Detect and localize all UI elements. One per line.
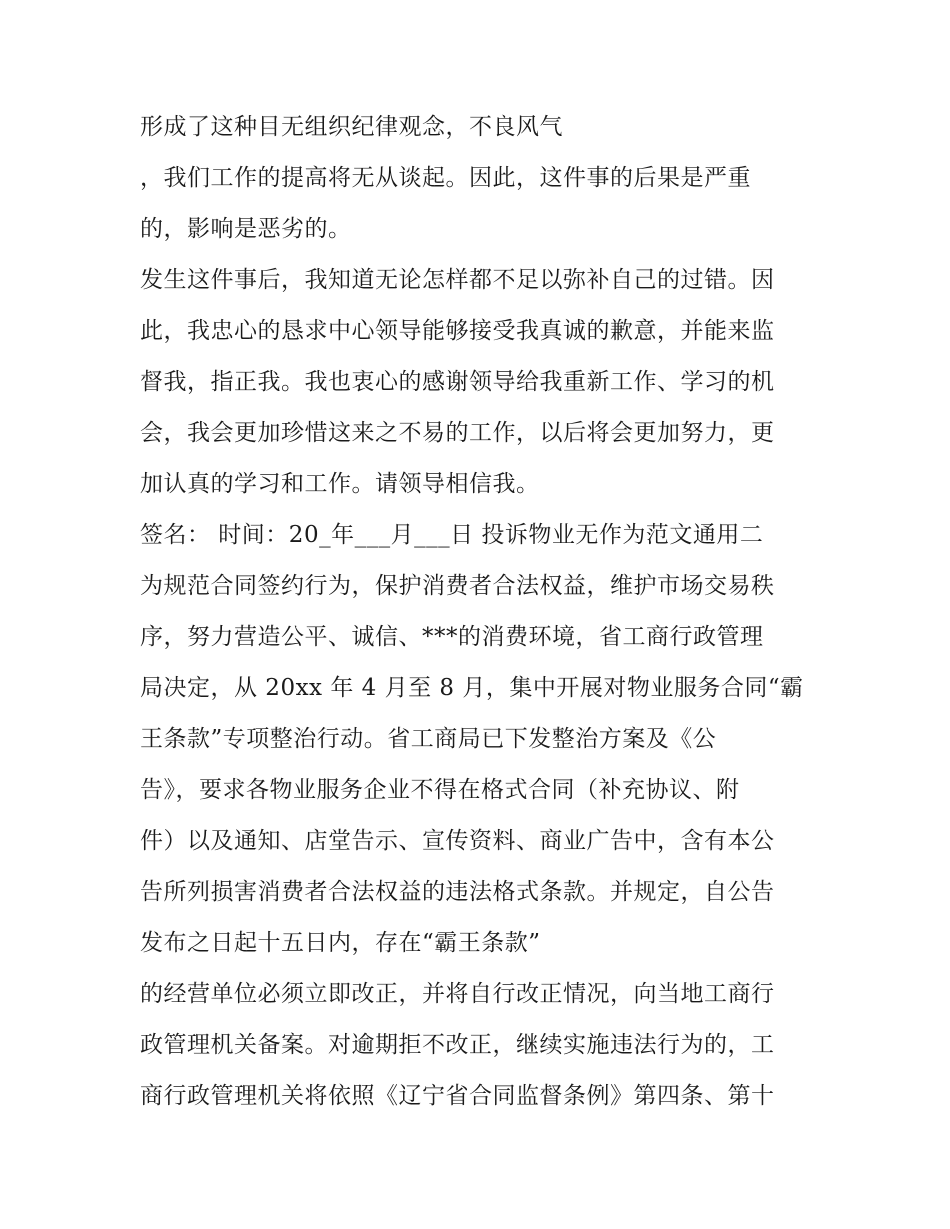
text-line: 签名： 时间：20_年___月___日 投诉物业无作为范文通用二 (140, 522, 764, 548)
text-line: 告所列损害消费者合法权益的违法格式条款。并规定，自公告 (140, 879, 775, 905)
text-line: 的，影响是恶劣的。 (140, 216, 352, 242)
text-line: 局决定，从 20xx 年 4 月至 8 月，集中开展对物业服务合同“霸 (140, 675, 804, 701)
text-line: 为规范合同签约行为，保护消费者合法权益，维护市场交易秩 (140, 573, 775, 599)
text-line: 的经营单位必须立即改正，并将自行改正情况，向当地工商行 (140, 981, 775, 1007)
text-line: 政管理机关备案。对逾期拒不改正，继续实施违法行为的，工 (140, 1032, 775, 1058)
text-line: 加认真的学习和工作。请领导相信我。 (140, 471, 540, 497)
text-line: 商行政管理机关将依照《辽宁省合同监督条例》第四条、第十 (140, 1083, 775, 1109)
text-line: 王条款”专项整治行动。省工商局已下发整治方案及《公 (140, 726, 717, 752)
text-line: 序，努力营造公平、诚信、***的消费环境，省工商行政管理 (140, 624, 764, 650)
text-line: 此，我忠心的恳求中心领导能够接受我真诚的歉意，并能来监 (140, 318, 775, 344)
text-line: 发布之日起十五日内，存在“霸王条款” (140, 930, 541, 956)
text-line: ，我们工作的提高将无从谈起。因此，这件事的后果是严重 (140, 165, 751, 191)
text-line: 发生这件事后，我知道无论怎样都不足以弥补自己的过错。因 (140, 267, 775, 293)
text-line: 会，我会更加珍惜这来之不易的工作，以后将会更加努力，更 (140, 420, 775, 446)
text-line: 件）以及通知、店堂告示、宣传资料、商业广告中，含有本公 (140, 828, 775, 854)
text-line: 告》，要求各物业服务企业不得在格式合同（补充协议、附 (140, 777, 740, 803)
text-line: 督我，指正我。我也衷心的感谢领导给我重新工作、学习的机 (140, 369, 775, 395)
text-line: 形成了这种目无组织纪律观念，不良风气 (140, 114, 563, 140)
